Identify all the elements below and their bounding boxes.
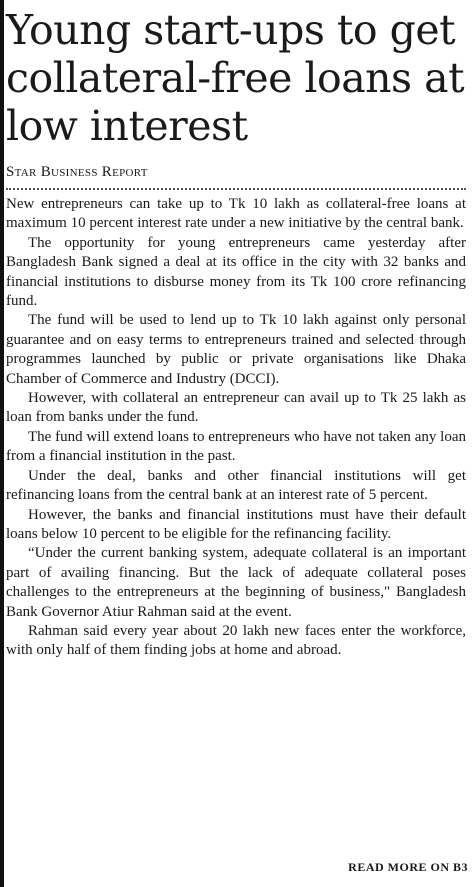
headline: Young start-ups to get collateral-free loans at low interest <box>6 6 465 150</box>
article-body <box>6 195 466 661</box>
news-article <box>6 0 466 661</box>
paragraph: The opportunity for young entrepreneurs came yesterday after Bangladesh Bank signed a deal at its office in the city with 32 banks and financial institutions to disburse money from its Tk 100 crore refinancing fund. <box>6 234 466 310</box>
column-rule <box>0 0 4 887</box>
paragraph: The fund will extend loans to entrepreneurs who have not taken any loan from a financial institution in the past. <box>6 428 466 465</box>
paragraph: The fund will be used to lend up to Tk 10 lakh against only personal guarantee and on easy terms to entrepreneurs trained and selected through programmes launched by public or private organisations like Dhaka Chamber of Commerce and Industry (DCCI). <box>6 312 466 387</box>
paragraph: New entrepreneurs can take up to Tk 10 lakh as collateral-free loans at maximum 10 percent interest rate under a new initiative by the central bank. <box>6 196 466 232</box>
paragraph: However, the banks and financial institutions must have their default loans below 10 percent to be eligible for the refinancing facility. <box>6 506 466 542</box>
paragraph: Rahman said every year about 20 lakh new faces enter the workforce, with only half of them finding jobs at home and abroad. <box>6 622 466 659</box>
paragraph: “Under the current banking system, adequate collateral is an important part of availing financing. But the lack of adequate collateral poses challenges to the entrepreneurs at the beginning of business," Bangladesh Bank Governor Atiur Rahman said at the event. <box>6 545 466 620</box>
paragraph: Under the deal, banks and other financial institutions will get refinancing loans from the central bank at an interest rate of 5 percent. <box>6 467 466 504</box>
dotted-divider <box>6 188 466 190</box>
byline: Star Business Report <box>6 164 148 180</box>
read-more-link[interactable]: READ MORE ON B3 <box>348 860 468 874</box>
paragraph: However, with collateral an entrepreneur can avail up to Tk 25 lakh as loan from banks under the fund. <box>6 390 466 426</box>
